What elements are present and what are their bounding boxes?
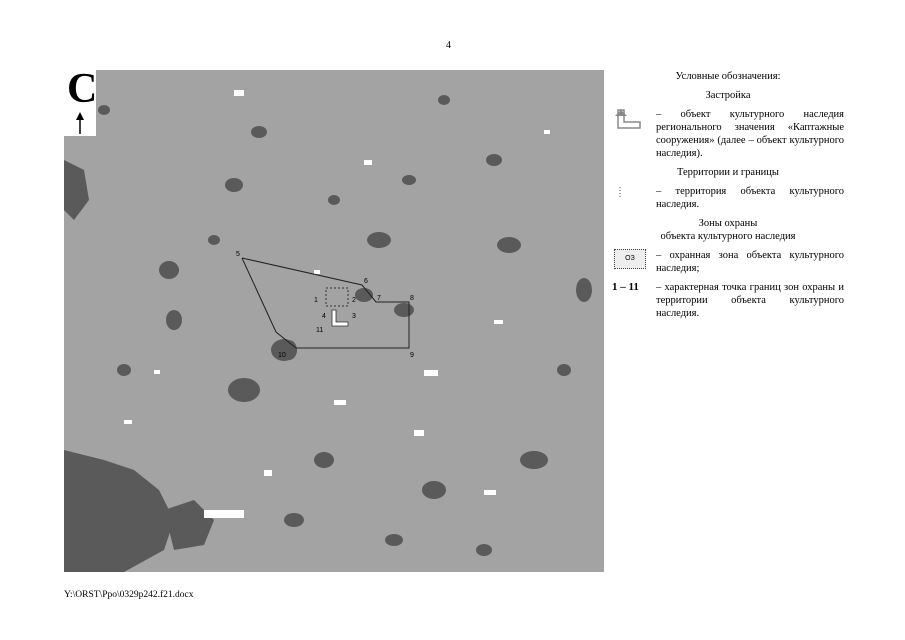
heritage-object-symbol	[332, 310, 348, 326]
legend-territory-text: – территория объекта культурного наследия.	[656, 186, 844, 210]
point-label-10: 10	[278, 352, 286, 359]
point-label-9: 9	[410, 352, 414, 359]
point-label-6: 6	[364, 278, 368, 285]
point-label-2: 2	[352, 297, 356, 304]
legend-section-zones-sub: объекта культурного наследия	[660, 231, 796, 242]
legend-title: Условные обозначения:	[675, 71, 781, 82]
north-arrow-icon	[64, 70, 96, 136]
legend-item-object	[612, 108, 844, 160]
heritage-object-icon	[612, 108, 656, 134]
legend-section-building: Застройка	[705, 90, 751, 101]
point-label-11: 11	[316, 327, 324, 334]
north-letter: С	[67, 66, 98, 112]
page-number: 4	[446, 40, 451, 51]
legend-item-territory	[612, 185, 844, 211]
point-label-4: 4	[322, 313, 326, 320]
point-label-7: 7	[377, 295, 381, 302]
point-label-1: 1	[314, 297, 318, 304]
map-image	[64, 70, 604, 572]
legend-points-text: – характерная точка границ зон охраны и территории объекта культурного наследия.	[656, 282, 844, 319]
dark-patches	[64, 95, 592, 572]
legend	[612, 70, 844, 326]
north-indicator	[64, 66, 98, 136]
legend-item-oz	[612, 249, 844, 275]
territory-boundary	[326, 288, 348, 306]
white-specks	[124, 90, 550, 518]
point-label-3: 3	[352, 313, 356, 320]
legend-item-points	[612, 281, 844, 320]
points-range-label: 1 – 11	[612, 281, 639, 293]
point-label-5: 5	[236, 251, 240, 258]
protection-zone-icon: ОЗ	[614, 249, 646, 269]
footer-file-path: Y:\ORST\Ppo\0329p242.f21.docx	[64, 590, 194, 600]
legend-object-text: – объект культурного наследия регионального значения «Каптажные сооружения» (далее – объект культурного наследия).	[656, 109, 844, 159]
legend-section-zones: Зоны охраны	[698, 218, 758, 229]
map-drawing	[64, 70, 604, 572]
point-label-8: 8	[410, 295, 414, 302]
legend-section-territories: Территории и границы	[677, 167, 779, 178]
legend-oz-text: – охранная зона объекта культурного наследия;	[656, 250, 844, 274]
territory-line-icon	[612, 185, 656, 203]
